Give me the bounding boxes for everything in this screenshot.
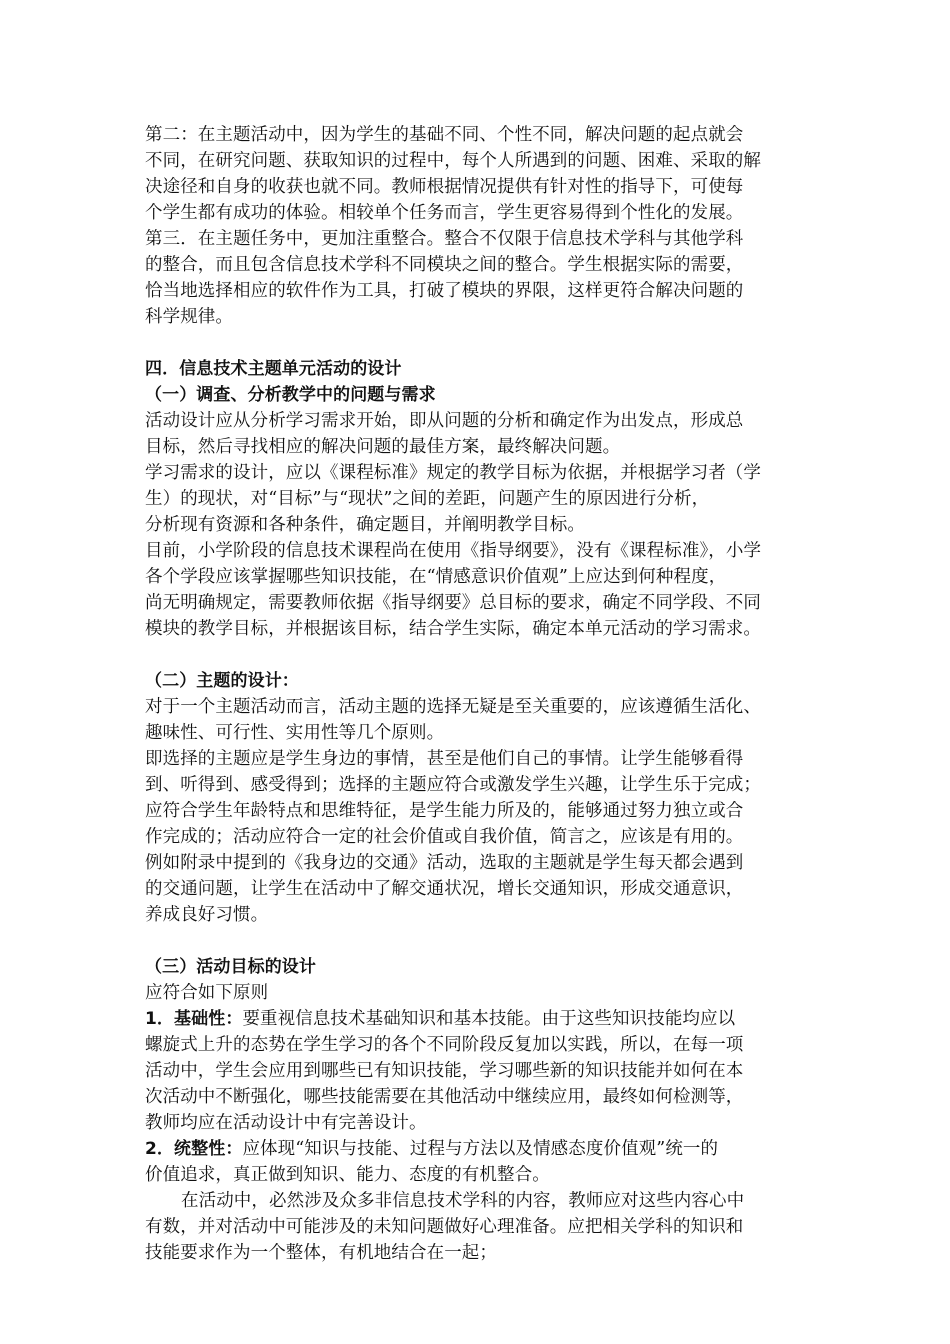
text-line: 趣味性、可行性、实用性等几个原则。 xyxy=(145,723,445,743)
text-line: 养成良好习惯。 xyxy=(145,905,269,925)
text-line: 应符合学生年龄特点和思维特征，是学生能力所及的，能够通过努力独立或合 xyxy=(145,801,744,821)
list-item-basics xyxy=(145,1006,820,1136)
paragraph-second-third xyxy=(145,122,820,330)
text-line xyxy=(145,1136,820,1162)
text-line: 个学生都有成功的体验。相较单个任务而言，学生更容易得到个性化的发展。 xyxy=(145,203,744,223)
text-line: 螺旋式上升的态势在学生学习的各个不同阶段反复加以实践，所以，在每一项 xyxy=(145,1035,744,1055)
text-line: 第三．在主题任务中，更加注重整合。整合不仅限于信息技术学科与其他学科 xyxy=(145,229,744,249)
item-label: 1．基础性： xyxy=(145,1009,243,1029)
text-line: 对于一个主题活动而言，活动主题的选择无疑是至关重要的，应该遵循生活化、 xyxy=(145,697,761,717)
text-line: 恰当地选择相应的软件作为工具，打破了模块的界限，这样更符合解决问题的 xyxy=(145,281,744,301)
subsection-heading: （二）主题的设计： xyxy=(145,671,299,691)
text-line: 价值追求，真正做到知识、能力、态度的有机整合。 xyxy=(145,1165,550,1185)
text-line: 各个学段应该掌握哪些知识技能，在“情感意识价值观”上应达到何种程度， xyxy=(145,567,727,587)
blank-line xyxy=(145,928,820,954)
text-line: 次活动中不断强化，哪些技能需要在其他活动中继续应用，最终如何检测等， xyxy=(145,1087,744,1107)
text-line: 科学规律。 xyxy=(145,307,233,327)
subsection-heading: （三）活动目标的设计 xyxy=(145,957,316,977)
text-line: 技能要求作为一个整体，有机地结合在一起； xyxy=(145,1243,497,1263)
text-line: 活动中，学生会应用到哪些已有知识技能，学习哪些新的知识技能并如何在本 xyxy=(145,1061,744,1081)
text-line: 应符合如下原则 xyxy=(145,983,269,1003)
text-line: 分析现有资源和各种条件，确定题目，并阐明教学目标。 xyxy=(145,515,585,535)
item-label: 2．统整性： xyxy=(145,1139,243,1159)
paragraph-activity xyxy=(145,1188,820,1266)
text-line: 生）的现状，对“目标”与“现状”之间的差距，问题产生的原因进行分析， xyxy=(145,489,710,509)
text-line: 到、听得到、感受得到；选择的主题应符合或激发学生兴趣，让学生乐于完成； xyxy=(145,775,761,795)
text-line: 的整合，而且包含信息技术学科不同模块之间的整合。学生根据实际的需要， xyxy=(145,255,744,275)
subsection-heading: （一）调查、分析教学中的问题与需求 xyxy=(145,385,436,405)
text-line: 作完成的；活动应符合一定的社会价值或自我价值，简言之，应该是有用的。 xyxy=(145,827,744,847)
text-line: 尚无明确规定，需要教师依据《指导纲要》总目标的要求，确定不同学段、不同 xyxy=(145,593,761,613)
paragraph-needs xyxy=(145,408,820,642)
list-item-integration xyxy=(145,1136,820,1188)
text-line: 决途径和自身的收获也就不同。教师根据情况提供有针对性的指导下，可使每 xyxy=(145,177,744,197)
text-line: 教师均应在活动设计中有完善设计。 xyxy=(145,1113,427,1133)
document-page xyxy=(145,122,820,1266)
text-line: 有数，并对活动中可能涉及的未知问题做好心理准备。应把相关学科的知识和 xyxy=(145,1217,744,1237)
text-line: 在活动中，必然涉及众多非信息技术学科的内容，教师应对这些内容心中 xyxy=(181,1191,745,1211)
text-line xyxy=(145,1006,820,1032)
text-line: 第二：在主题活动中，因为学生的基础不同、个性不同，解决问题的起点就会 xyxy=(145,125,744,145)
blank-line xyxy=(145,330,820,356)
text-line: 目前，小学阶段的信息技术课程尚在使用《指导纲要》，没有《课程标准》，小学 xyxy=(145,541,762,561)
item-text: 应体现“知识与技能、过程与方法以及情感态度价值观”统一的 xyxy=(242,1139,719,1159)
text-line: 即选择的主题应是学生身边的事情，甚至是他们自己的事情。让学生能够看得 xyxy=(145,749,744,769)
text-line: 学习需求的设计，应以《课程标准》规定的教学目标为依据，并根据学习者（学 xyxy=(145,463,761,483)
blank-line xyxy=(145,642,820,668)
section-heading: 四．信息技术主题单元活动的设计 xyxy=(145,359,402,379)
text-line: 模块的教学目标，并根据该目标，结合学生实际，确定本单元活动的学习需求。 xyxy=(145,619,761,639)
text-line: 例如附录中提到的《我身边的交通》活动，选取的主题就是学生每天都会遇到 xyxy=(145,853,744,873)
text-line: 的交通问题，让学生在活动中了解交通状况，增长交通知识，形成交通意识， xyxy=(145,879,744,899)
text-line: 不同，在研究问题、获取知识的过程中，每个人所遇到的问题、困难、采取的解 xyxy=(145,151,761,171)
item-text: 要重视信息技术基础知识和基本技能。由于这些知识技能均应以 xyxy=(242,1009,736,1029)
text-line: 目标，然后寻找相应的解决问题的最佳方案，最终解决问题。 xyxy=(145,437,621,457)
paragraph-theme-design xyxy=(145,694,820,928)
text-line: 活动设计应从分析学习需求开始，即从问题的分析和确定作为出发点，形成总 xyxy=(145,411,744,431)
